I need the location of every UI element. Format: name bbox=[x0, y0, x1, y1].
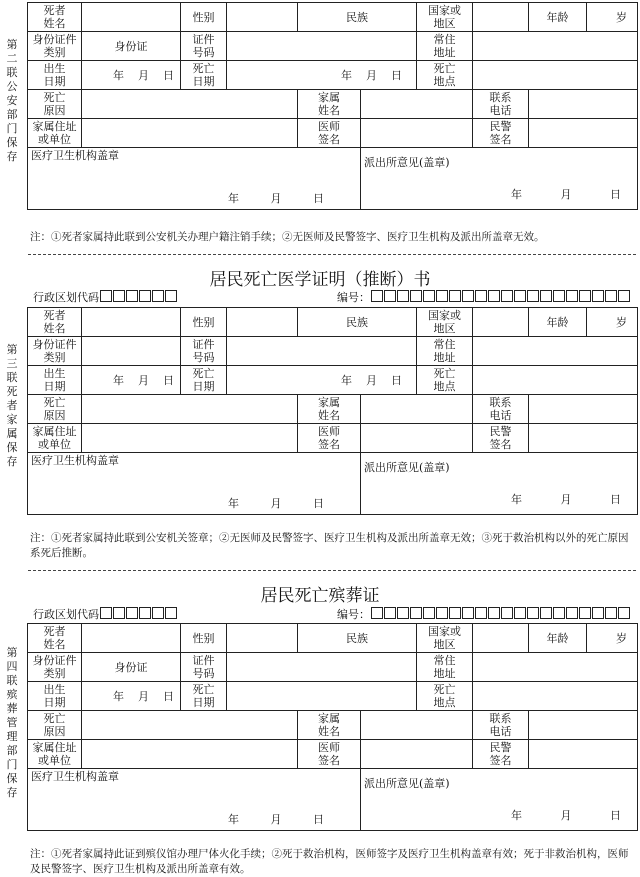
region-code[interactable]: 行政区划代码 bbox=[33, 289, 177, 305]
family-address-field[interactable] bbox=[82, 424, 298, 453]
label-birth-date: 出生 日期 bbox=[28, 682, 82, 711]
hospital-seal-date: 年 月 日 bbox=[228, 192, 324, 205]
death-place-field[interactable] bbox=[473, 366, 638, 395]
label-family-name: 家属 姓名 bbox=[298, 395, 361, 424]
death-date-field[interactable] bbox=[227, 682, 417, 711]
label-id-number: 证件 号码 bbox=[181, 653, 227, 682]
gender-field[interactable] bbox=[227, 3, 298, 32]
tear-line bbox=[28, 570, 636, 571]
hospital-seal-area[interactable] bbox=[28, 453, 361, 515]
side-label: 第二联公安部门保存 bbox=[6, 38, 18, 163]
form-title: 居民死亡医学证明（推断）书 bbox=[209, 270, 431, 290]
contact-phone-field[interactable] bbox=[529, 711, 638, 740]
label-age: 年龄 bbox=[529, 3, 587, 32]
family-address-field[interactable] bbox=[82, 740, 298, 769]
label-gender: 性别 bbox=[181, 308, 227, 337]
label-birth-date: 出生 日期 bbox=[28, 61, 82, 90]
family-name-field[interactable] bbox=[361, 711, 473, 740]
label-cause: 死亡 原因 bbox=[28, 395, 82, 424]
id-number-field[interactable] bbox=[227, 653, 417, 682]
label-contact-phone: 联系 电话 bbox=[473, 395, 529, 424]
label-death-date: 死亡 日期 bbox=[181, 682, 227, 711]
side-label: 第三联死者家属保存 bbox=[6, 343, 18, 468]
label-family-address: 家属住址 或单位 bbox=[28, 424, 82, 453]
police-opinion-date: 年 月 日 bbox=[511, 493, 621, 506]
form-title: 居民死亡殡葬证 bbox=[260, 586, 380, 606]
police-opinion-area[interactable] bbox=[361, 769, 638, 831]
label-name: 死者 姓名 bbox=[28, 3, 82, 32]
cause-field[interactable] bbox=[82, 711, 298, 740]
footnote: 注：①死者家属持此证到殡仪馆办理尸体火化手续；②死于救治机构，医师签字及医疗卫生机构盖章有效；死于非救治机构，医师及民警签字、医疗卫生机构及派出所盖章有效。 bbox=[30, 848, 629, 875]
footnote: 注：①死者家属持此联到公安机关签章；②无医师及民警签字、医疗卫生机构及派出所盖章无效；③死于救治机构以外的死亡原因系死后推断。 bbox=[30, 532, 629, 559]
code-row bbox=[33, 289, 637, 303]
police-opinion-label: 派出所意见(盖章) bbox=[364, 156, 450, 169]
name-field[interactable] bbox=[82, 308, 181, 337]
death-place-field[interactable] bbox=[473, 682, 638, 711]
cause-field[interactable] bbox=[82, 395, 298, 424]
code-row bbox=[33, 606, 637, 620]
id-type-field[interactable]: 身份证 bbox=[82, 653, 181, 682]
label-death-date: 死亡 日期 bbox=[181, 61, 227, 90]
label-id-type: 身份证件 类别 bbox=[28, 32, 82, 61]
label-residence: 常住 地址 bbox=[417, 653, 473, 682]
label-doctor-sign: 医师 签名 bbox=[298, 119, 361, 148]
label-doctor-sign: 医师 签名 bbox=[298, 424, 361, 453]
police-sign-field[interactable] bbox=[529, 424, 638, 453]
id-number-field[interactable] bbox=[227, 337, 417, 366]
label-police-sign: 民警 签名 bbox=[473, 424, 529, 453]
death-date-field[interactable]: 年 月 日 bbox=[227, 366, 417, 395]
cause-field[interactable] bbox=[82, 90, 298, 119]
label-death-date: 死亡 日期 bbox=[181, 366, 227, 395]
label-id-type: 身份证件 类别 bbox=[28, 337, 82, 366]
label-ethnicity: 民族 bbox=[298, 3, 417, 32]
hospital-seal-date: 年 月 日 bbox=[228, 813, 324, 826]
nation-field[interactable] bbox=[473, 308, 529, 337]
name-field[interactable] bbox=[82, 624, 181, 653]
doctor-sign-field[interactable] bbox=[361, 740, 473, 769]
label-birth-date: 出生 日期 bbox=[28, 366, 82, 395]
label-police-sign: 民警 签名 bbox=[473, 119, 529, 148]
residence-field[interactable] bbox=[473, 32, 638, 61]
residence-field[interactable] bbox=[473, 337, 638, 366]
nation-field[interactable] bbox=[473, 3, 529, 32]
footnote: 注：①死者家属持此联到公安机关办理户籍注销手续；②无医师及民警签字、医疗卫生机构及派出所盖章无效。 bbox=[30, 231, 545, 243]
label-nation: 国家或 地区 bbox=[417, 308, 473, 337]
police-opinion-area[interactable] bbox=[361, 453, 638, 515]
label-id-type: 身份证件 类别 bbox=[28, 653, 82, 682]
hospital-seal-area[interactable] bbox=[28, 148, 361, 210]
hospital-seal-area[interactable] bbox=[28, 769, 361, 831]
region-code[interactable]: 行政区划代码 bbox=[33, 606, 177, 622]
label-contact-phone: 联系 电话 bbox=[473, 711, 529, 740]
label-family-name: 家属 姓名 bbox=[298, 90, 361, 119]
serial-number[interactable]: 编号： bbox=[337, 289, 630, 305]
hospital-seal-label: 医疗卫生机构盖章 bbox=[31, 149, 119, 162]
label-cause: 死亡 原因 bbox=[28, 711, 82, 740]
label-family-name: 家属 姓名 bbox=[298, 711, 361, 740]
id-number-field[interactable] bbox=[227, 32, 417, 61]
police-opinion-label: 派出所意见(盖章) bbox=[364, 777, 450, 790]
label-name: 死者 姓名 bbox=[28, 624, 82, 653]
label-id-number: 证件 号码 bbox=[181, 337, 227, 366]
id-type-field[interactable]: 身份证 bbox=[82, 32, 181, 61]
certificate-form bbox=[27, 623, 638, 831]
age-unit[interactable]: 岁 bbox=[587, 308, 638, 337]
label-death-place: 死亡 地点 bbox=[417, 366, 473, 395]
label-death-place: 死亡 地点 bbox=[417, 682, 473, 711]
label-residence: 常住 地址 bbox=[417, 32, 473, 61]
police-opinion-date: 年 月 日 bbox=[511, 809, 621, 822]
hospital-seal-label: 医疗卫生机构盖章 bbox=[31, 770, 119, 783]
certificate-form bbox=[27, 2, 638, 210]
contact-phone-field[interactable] bbox=[529, 90, 638, 119]
label-family-address: 家属住址 或单位 bbox=[28, 119, 82, 148]
label-death-place: 死亡 地点 bbox=[417, 61, 473, 90]
birth-date-field[interactable]: 年 月 日 bbox=[82, 61, 181, 90]
police-sign-field[interactable] bbox=[529, 119, 638, 148]
label-gender: 性别 bbox=[181, 3, 227, 32]
hospital-seal-label: 医疗卫生机构盖章 bbox=[31, 454, 119, 467]
side-label: 第四联殡葬管理部门保存 bbox=[6, 646, 18, 799]
birth-date-field[interactable]: 年 月 日 bbox=[82, 366, 181, 395]
label-nation: 国家或 地区 bbox=[417, 3, 473, 32]
death-place-field[interactable] bbox=[473, 61, 638, 90]
label-cause: 死亡 原因 bbox=[28, 90, 82, 119]
police-opinion-date: 年 月 日 bbox=[511, 188, 621, 201]
residence-field[interactable] bbox=[473, 653, 638, 682]
nation-field[interactable] bbox=[473, 624, 529, 653]
age-unit[interactable]: 岁 bbox=[587, 624, 638, 653]
death-date-field[interactable]: 年 月 日 bbox=[227, 61, 417, 90]
police-opinion-label: 派出所意见(盖章) bbox=[364, 461, 450, 474]
family-name-field[interactable] bbox=[361, 395, 473, 424]
label-ethnicity: 民族 bbox=[298, 308, 417, 337]
birth-date-field[interactable]: 年 月 日 bbox=[82, 682, 181, 711]
name-field[interactable] bbox=[82, 3, 181, 32]
label-doctor-sign: 医师 签名 bbox=[298, 740, 361, 769]
label-family-address: 家属住址 或单位 bbox=[28, 740, 82, 769]
tear-line bbox=[28, 254, 636, 255]
label-ethnicity: 民族 bbox=[298, 624, 417, 653]
label-nation: 国家或 地区 bbox=[417, 624, 473, 653]
label-residence: 常住 地址 bbox=[417, 337, 473, 366]
label-age: 年龄 bbox=[529, 624, 587, 653]
label-police-sign: 民警 签名 bbox=[473, 740, 529, 769]
certificate-form bbox=[27, 307, 638, 515]
hospital-seal-date: 年 月 日 bbox=[228, 497, 324, 510]
contact-phone-field[interactable] bbox=[529, 395, 638, 424]
id-type-field[interactable] bbox=[82, 337, 181, 366]
gender-field[interactable] bbox=[227, 308, 298, 337]
doctor-sign-field[interactable] bbox=[361, 424, 473, 453]
label-name: 死者 姓名 bbox=[28, 308, 82, 337]
police-sign-field[interactable] bbox=[529, 740, 638, 769]
label-age: 年龄 bbox=[529, 308, 587, 337]
serial-number[interactable]: 编号： bbox=[337, 606, 630, 622]
age-unit[interactable]: 岁 bbox=[587, 3, 638, 32]
label-contact-phone: 联系 电话 bbox=[473, 90, 529, 119]
police-opinion-area[interactable] bbox=[361, 148, 638, 210]
doctor-sign-field[interactable] bbox=[361, 119, 473, 148]
gender-field[interactable] bbox=[227, 624, 298, 653]
family-name-field[interactable] bbox=[361, 90, 473, 119]
label-id-number: 证件 号码 bbox=[181, 32, 227, 61]
family-address-field[interactable] bbox=[82, 119, 298, 148]
label-gender: 性别 bbox=[181, 624, 227, 653]
